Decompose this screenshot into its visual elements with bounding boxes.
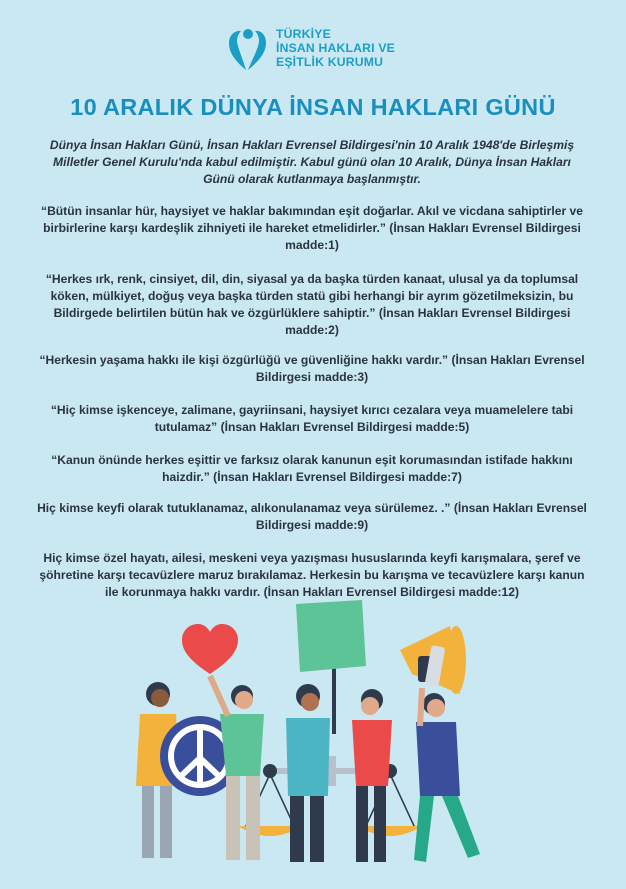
article-paragraph-4: “Hiç kimse işkenceye, zalimane, gayriinsani, haysiyet kırıcı cezalara veya muamelelere tabi tutulamaz” (İnsan Hakları Evrensel Bildirgesi madde:5): [50, 403, 574, 434]
megaphone-icon: [400, 626, 466, 694]
article-paragraph-2: “Herkes ırk, renk, cinsiyet, dil, din, siyasal ya da başka türden kanaat, ulusal ya da toplumsal köken, mülkiyet, doğuş veya başka türden statü gibi herhangi bir ayrım gözetilmeksizin, bu Bildirgede belirtilen bütün hak ve özgürlüklere sahiptir.” (İnsan Hakları Evrensel Bildirgesi madde:2): [45, 272, 579, 337]
sign-board-icon: [296, 600, 366, 734]
justice-scale-icon: [238, 756, 422, 836]
article-paragraph-3: “Herkesin yaşama hakkı ile kişi özgürlüğü ve güvenliğine hakkı vardır.” (İnsan Hakları Evrensel Bildirgesi madde:3): [39, 353, 585, 384]
person-figure: [352, 689, 392, 862]
page-title: 10 ARALIK DÜNYA İNSAN HAKLARI GÜNÜ: [70, 94, 556, 120]
people-illustration: [130, 596, 500, 872]
heart-icon: [182, 624, 238, 674]
article-paragraph-7: Hiç kimse özel hayatı, ailesi, meskeni veya yazışması hususlarında keyfi karışmalara, şeref ve şöhretine karşı tecavüzlere maruz bırakılamaz. Herkesin bu karışma ve tecavüzlere karşı kanun ile korunmaya hakkı vardır. (İnsan Hakları Evrensel Bildirgesi madde:12): [39, 551, 585, 599]
person-figure: [286, 684, 330, 862]
logo-line-1: TÜRKİYE: [276, 27, 331, 41]
article-paragraph-1: “Bütün insanlar hür, haysiyet ve haklar bakımından eşit doğarlar. Akıl ve vicdana sahiptirler ve birbirlerine karşı kardeşlik zihniyeti ile hareket etmelidirler.” (İnsan Hakları Evrensel Bildirgesi madde:1): [41, 204, 583, 252]
intro-paragraph: Dünya İnsan Hakları Günü, İnsan Hakları Evrensel Bildirgesi'nin 10 Aralık 1948'de Birleşmiş Milletler Genel Kurulu'nda kabul edilmiştir. Kabul günü olan 10 Aralık, Dünya İnsan Hakları Günü olarak kutlanmaya başlanmıştır.: [49, 138, 575, 186]
institution-logo: [226, 24, 416, 82]
logo-text: [276, 27, 395, 69]
article-paragraph-6: Hiç kimse keyfi olarak tutuklanamaz, alıkonulanamaz veya sürülemez. .” (İnsan Hakları Evrensel Bildirgesi madde:9): [37, 501, 587, 532]
person-figure: [414, 688, 480, 862]
logo-heart-icon: [226, 24, 270, 74]
logo-line-2: İNSAN HAKLARI VE: [276, 41, 395, 55]
article-paragraph-5: “Kanun önünde herkes eşittir ve farksız olarak kanunun eşit korumasından istifade hakkını haizdir.” (İnsan Hakları Evrensel Bildirgesi madde:7): [51, 453, 573, 484]
logo-line-3: EŞİTLİK KURUMU: [276, 55, 384, 69]
